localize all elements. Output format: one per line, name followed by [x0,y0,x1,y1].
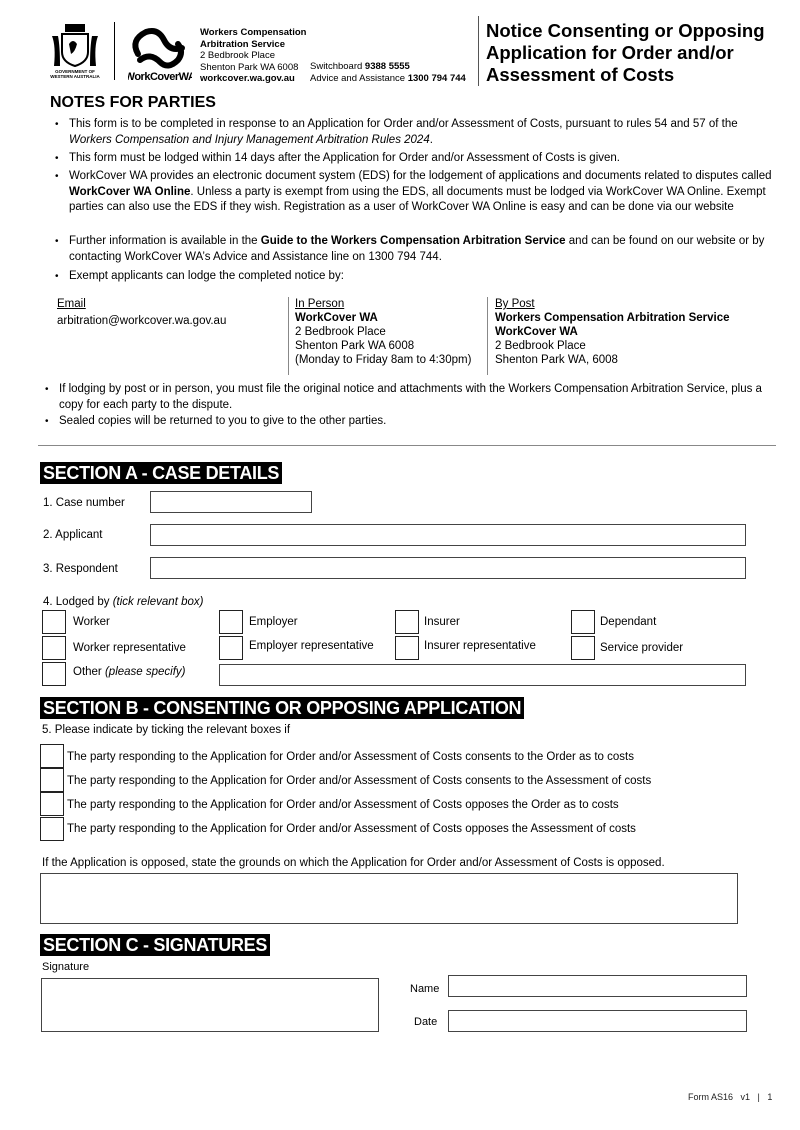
option-insurer-representative: Insurer representative [424,640,536,652]
advice-label: Advice and Assistance [310,72,408,84]
case-number-input[interactable] [150,491,312,513]
option-oppose-order: The party responding to the Application for Order and/or Assessment of Costs opposes the Order as to costs [67,799,619,811]
case-number-label: 1. Case number [43,497,125,509]
advice-number: 1300 794 744 [407,72,466,84]
svg-text:GOVERNMENT OF: GOVERNMENT OF [55,69,95,74]
other-specify-input[interactable] [219,664,746,686]
checkbox-insurer[interactable] [395,610,419,634]
checkbox-consent-assessment[interactable] [40,768,64,792]
logo-divider [114,22,115,80]
checkbox-oppose-order[interactable] [40,792,64,816]
option-dependant: Dependant [600,616,657,628]
lodge-in-person [295,297,471,367]
name-label: Name [410,983,440,995]
checkbox-other[interactable] [42,662,66,686]
lodged-by-label [43,596,203,608]
lodge-in-person-hours: (Monday to Friday 8am to 4:30pm) [295,354,472,366]
switchboard-number: 9388 5555 [364,61,410,72]
checkbox-worker[interactable] [42,610,66,634]
option-oppose-assessment: The party responding to the Application for Order and/or Assessment of Costs opposes the Assessment of costs [67,823,636,835]
option-insurer: Insurer [424,616,460,628]
rules-title: Workers Compensation and Injury Management Arbitration Rules 2024 [69,133,430,146]
signature-label: Signature [42,961,90,973]
phone-block [310,61,466,84]
title-line1: Notice Consenting or Opposing [486,20,765,41]
section-a-heading: SECTION A - CASE DETAILS [40,462,282,484]
option-worker: Worker [73,616,110,628]
note-text: and can be found on our website or by contacting WorkCover WA’s Advice and Assistance line on 1300 794 744. [69,235,765,263]
lodge-divider [288,297,289,375]
org-contact-block [200,27,306,85]
eds-name: WorkCover WA Online [69,185,191,198]
lodge-by-post-line: Shenton Park WA, 6008 [495,354,618,366]
svg-text:WorkCoverWA: WorkCoverWA [128,71,192,82]
note-guide [55,234,775,265]
lodge-in-person-line: WorkCover WA [295,312,378,324]
lodge-by-post-line: 2 Bedbrook Place [495,340,586,352]
form-id-footer: Form AS16 v1 | 1 [688,1092,773,1102]
option-service-provider: Service provider [600,642,684,654]
lodge-in-person-heading: In Person [295,298,345,310]
svg-text:WESTERN AUSTRALIA: WESTERN AUSTRALIA [50,74,100,79]
guide-name: Guide to the Workers Compensation Arbitration Service [260,235,566,247]
signature-field[interactable] [41,978,379,1032]
government-of-wa-logo [46,22,104,80]
option-other-text: Other [73,666,105,678]
section-b-heading: SECTION B - CONSENTING OR OPPOSING APPLICATION [40,697,524,719]
document-title [486,20,786,86]
lodge-by-post-heading: By Post [495,298,535,310]
note-rules [55,117,775,148]
address-line2: Shenton Park WA 6008 [200,61,299,73]
respondent-label: 3. Respondent [43,563,118,575]
lodge-by-post [495,297,730,367]
notes-heading: NOTES FOR PARTIES [50,94,216,111]
grounds-label: If the Application is opposed, state the grounds on which the Application for Order and/or Assessment of Costs is opposed. [42,857,665,869]
checkbox-oppose-assessment[interactable] [40,817,64,841]
checkbox-service-provider[interactable] [571,636,595,660]
note-original-copies: • If lodging by post or in person, you must file the original notice and attachments with the Workers Compensation Arbitration Service, plus a copy for each party to the dispute. [45,382,765,413]
lodge-by-post-line: Workers Compensation Arbitration Service [495,312,730,324]
option-worker-representative: Worker representative [73,642,186,654]
note-text: . [429,133,433,146]
note-text: WorkCover WA provides an electronic document system (EDS) for the lodgement of applications and documents related to disputes called [69,170,772,182]
workcover-wa-logo [128,24,192,82]
respondent-input[interactable] [150,557,746,579]
lodge-by-post-line: WorkCover WA [495,326,578,338]
grounds-textarea[interactable] [40,873,738,924]
name-input[interactable] [448,975,747,997]
lodged-by-hint: (tick relevant box) [112,596,204,608]
note-text: Further information is available in the [69,235,261,247]
lodge-divider [487,297,488,375]
coat-of-arms-icon [46,22,104,80]
section-c-heading: SECTION C - SIGNATURES [40,934,270,956]
option-consent-assessment: The party responding to the Application for Order and/or Assessment of Costs consents to the Assessment of costs [67,775,652,787]
checkbox-worker-representative[interactable] [42,636,66,660]
date-label: Date [414,1016,438,1028]
note-text: This form is to be completed in response to an Application for Order and/or Assessment of Costs, pursuant to rules 54 and 57 of the [69,118,738,130]
note-eds [55,169,775,216]
applicant-input[interactable] [150,524,746,546]
note-sealed-copies: • Sealed copies will be returned to you to give to the other parties. [45,414,765,430]
note-text: . Unless a party is exempt from using the EDS, all documents must be lodged via WorkCover WA Online. Exempt parties can also use the EDS if they wish. Registration as a user of WorkCover WA Online is easy and can be done via our website [69,185,766,213]
title-line2: Application for Order and/or [486,42,734,63]
option-consent-order: The party responding to the Application for Order and/or Assessment of Costs consents to the Order as to costs [67,751,634,763]
q5-label: 5. Please indicate by ticking the relevant boxes if [42,724,291,736]
lodged-by-text: 4. Lodged by [43,596,113,608]
lodge-email [57,297,226,328]
org-name-line1: Workers Compensation [200,27,307,38]
workcover-swirl-icon [128,24,192,82]
lodge-email-heading: Email [57,298,86,310]
checkbox-dependant[interactable] [571,610,595,634]
checkbox-employer[interactable] [219,610,243,634]
lodge-in-person-line: 2 Bedbrook Place [295,326,386,338]
section-divider [38,445,776,446]
applicant-label: 2. Applicant [43,529,103,541]
switchboard-label: Switchboard [310,61,365,72]
checkbox-employer-representative[interactable] [219,636,243,660]
checkbox-consent-order[interactable] [40,744,64,768]
option-employer: Employer [249,616,298,628]
note-exempt: • Exempt applicants can lodge the completed notice by: [55,269,775,285]
checkbox-insurer-representative[interactable] [395,636,419,660]
option-other [73,666,186,678]
title-divider [478,16,479,86]
lodge-in-person-line: Shenton Park WA 6008 [295,340,415,352]
org-name-line2: Arbitration Service [200,38,285,50]
address-line1: 2 Bedbrook Place [200,50,275,61]
option-other-hint: (please specify) [104,666,186,678]
note-deadline: • This form must be lodged within 14 days after the Application for Order and/or Assessment of Costs is given. [55,151,775,167]
lodge-email-address[interactable]: arbitration@workcover.wa.gov.au [57,315,227,327]
option-employer-representative: Employer representative [249,640,374,652]
website-link[interactable]: workcover.wa.gov.au [200,73,295,84]
title-line3: Assessment of Costs [486,64,675,85]
date-input[interactable] [448,1010,747,1032]
